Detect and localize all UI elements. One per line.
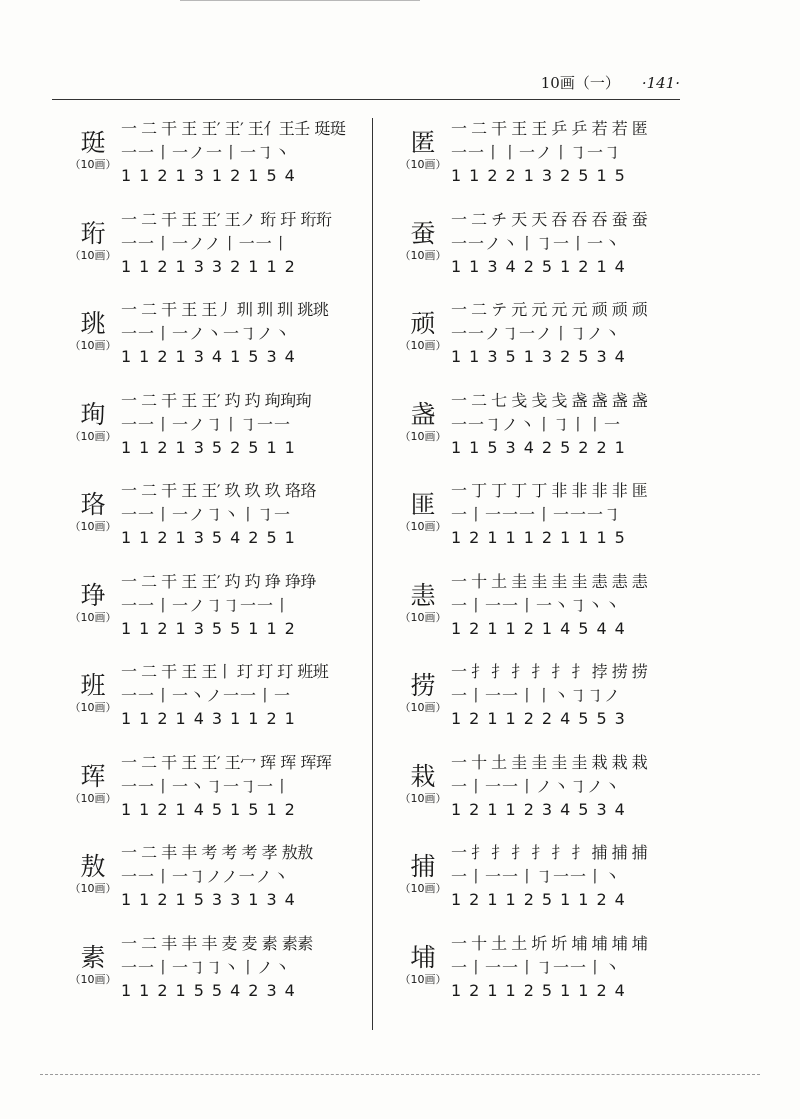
stroke-numbers: 1121354251	[121, 528, 303, 547]
stroke-shapes: 一丨一一丨丨丶㇆㇆ノ	[451, 686, 622, 705]
stroke-numbers: 1211224553	[451, 709, 633, 728]
stroke-count-label: （10画）	[399, 248, 447, 262]
character-block	[65, 762, 121, 806]
character: 盏	[410, 399, 436, 429]
character-entry	[65, 289, 365, 380]
stroke-shapes: 一一丨丨一ノ丨㇆一㇆	[451, 143, 622, 162]
stroke-progression: 一 二 干 王 王′ 玓 玓 珣珣珣	[121, 390, 312, 410]
stroke-shapes: 一一丨一丶㇆一㇆一丨	[121, 776, 292, 796]
character-entry	[395, 199, 695, 290]
stroke-count-label: （10画）	[69, 972, 117, 986]
stroke-numbers: 1211214544	[451, 618, 633, 638]
character-entry	[395, 923, 695, 1014]
section-title: 10画（一）	[540, 74, 620, 92]
character-block	[65, 581, 121, 625]
stroke-numbers: 1121355112	[121, 618, 303, 638]
character: 捕	[410, 852, 436, 881]
character: 捞	[410, 671, 436, 700]
stroke-numbers: 1121312154	[121, 166, 303, 185]
stroke-count-label: （10画）	[399, 158, 447, 171]
stroke-count-label: （10画）	[69, 158, 117, 171]
stroke-progression: 一 二 干 王 王′ 王′ 王亻王壬 珽珽	[121, 119, 346, 138]
stroke-shapes: 一一丨一丶ノ一一丨一	[121, 686, 292, 705]
stroke-count-label: （10画）	[69, 610, 117, 624]
character-entry	[65, 199, 365, 290]
header-rule	[52, 99, 680, 100]
character: 敖	[80, 852, 106, 881]
character-entry	[395, 289, 695, 380]
stroke-progression: 一 二 干 王 王丿 玔 玔 玔 珧珧	[121, 300, 329, 319]
stroke-count-label: （10画）	[69, 882, 117, 895]
stroke-numbers: 1153425221	[451, 437, 633, 457]
stroke-shapes: 一一丨一㇆ノノ一ノ丶	[121, 867, 290, 886]
stroke-count-label: （10画）	[399, 882, 447, 895]
stroke-progression: 一 二 テ 元 元 元 元 顽 顽 顽	[451, 300, 648, 319]
character: 匪	[410, 490, 436, 519]
character-block	[395, 490, 451, 534]
stroke-count-label: （10画）	[69, 429, 117, 443]
character-block	[65, 671, 121, 715]
character-entry	[395, 470, 695, 561]
stroke-shapes: 一一丨一㇆㇆丶丨ノ丶	[121, 957, 292, 977]
character-entry	[395, 380, 695, 471]
character: 恚	[410, 580, 436, 610]
character: 匿	[410, 128, 436, 157]
character: 珞	[80, 490, 106, 519]
stroke-numbers: 1122132515	[451, 166, 633, 185]
stroke-shapes: 一丨一一丨ノ丶㇆ノ丶	[451, 776, 622, 796]
character-entry	[65, 108, 365, 199]
stroke-progression: 一 丁 丁 丁 丁 非 非 非 非 匪	[451, 481, 648, 500]
character-entry	[395, 742, 695, 833]
stroke-count-label: （10画）	[69, 339, 117, 352]
stroke-progression: 一 二 干 王 王′ 玖 玖 玖 珞珞	[121, 481, 316, 500]
stroke-shapes: 一一丨一ノノ丨一一丨	[121, 233, 290, 253]
stroke-count-label: （10画）	[399, 429, 447, 443]
character-entry	[395, 561, 695, 652]
stroke-shapes: 一一丨一ノ丶一㇆ノ丶	[121, 324, 292, 343]
stroke-shapes: 一丨一一丨㇆一一丨丶	[451, 957, 622, 977]
stroke-progression: 一 扌 扌 扌 扌 扌 扌 挬 捞 捞	[451, 662, 648, 681]
stroke-progression: 一 二 干 王 王′ 王ノ 珩 玗 珩珩	[121, 209, 332, 229]
stroke-shapes: 一一丨一ノ㇆㇆一一丨	[121, 595, 292, 615]
character: 蚕	[410, 218, 436, 248]
stroke-progression: 一 二 干 王 王′ 王冖 珲 珲 珲珲	[121, 752, 332, 772]
stroke-progression: 一 二 七 戋 戋 戋 盏 盏 盏 盏	[451, 390, 648, 410]
stroke-numbers: 1121431121	[121, 709, 303, 728]
character-entry	[65, 923, 365, 1014]
character: 珽	[80, 128, 106, 157]
stroke-count-label: （10画）	[69, 791, 117, 805]
stroke-progression: 一 扌 扌 扌 扌 扌 扌 捕 捕 捕	[451, 843, 648, 862]
character-block	[65, 852, 121, 896]
stroke-numbers: 1121341534	[121, 347, 303, 366]
stroke-progression: 一 十 土 圭 圭 圭 圭 栽 栽 栽	[451, 752, 648, 772]
left-column	[65, 108, 365, 1013]
character: 琤	[80, 580, 106, 610]
character-block	[395, 762, 451, 806]
character-entry	[65, 561, 365, 652]
character: 顽	[410, 309, 436, 338]
stroke-numbers: 1121352511	[121, 437, 303, 457]
character-block	[65, 490, 121, 534]
character: 班	[80, 671, 106, 700]
character-block	[65, 219, 121, 263]
stroke-count-label: （10画）	[399, 610, 447, 624]
page-number: ·141·	[641, 74, 680, 92]
stroke-shapes: 一一㇆ノ丶丨㇆丨丨一	[451, 414, 622, 434]
page-header	[541, 72, 680, 92]
stroke-numbers: 1211251124	[451, 980, 633, 1000]
stroke-numbers: 1121451512	[121, 799, 303, 819]
stroke-progression: 一 十 土 土 圻 圻 埔 埔 埔 埔	[451, 933, 648, 953]
character-block	[395, 943, 451, 987]
scan-edge-line	[180, 0, 420, 1]
stroke-count-label: （10画）	[399, 701, 447, 714]
character: 珣	[80, 399, 106, 429]
character-block	[65, 943, 121, 987]
character-entry	[65, 470, 365, 561]
character-entry	[65, 380, 365, 471]
stroke-count-label: （10画）	[399, 972, 447, 986]
stroke-shapes: 一一ノ㇆一ノ丨㇆ノ丶	[451, 324, 622, 343]
character-block	[395, 219, 451, 263]
character: 珩	[80, 218, 106, 248]
character-block	[395, 852, 451, 896]
stroke-numbers: 1211234534	[451, 799, 633, 819]
character-block	[395, 671, 451, 715]
character-entry	[65, 742, 365, 833]
footer-rule	[40, 1074, 760, 1075]
stroke-numbers: 1211251124	[451, 890, 633, 909]
character-entry	[395, 651, 695, 742]
stroke-count-label: （10画）	[69, 248, 117, 262]
character: 埔	[410, 942, 436, 972]
character: 珧	[80, 309, 106, 338]
stroke-shapes: 一丨一一丨一丶㇆丶丶	[451, 595, 622, 615]
stroke-numbers: 1135132534	[451, 347, 633, 366]
stroke-shapes: 一一丨一ノ一丨一㇆丶	[121, 143, 292, 162]
stroke-shapes: 一丨一一一丨一一一㇆	[451, 505, 622, 524]
character-block	[65, 309, 121, 353]
stroke-progression: 一 二 干 王 王′ 玓 玓 琤 琤琤	[121, 571, 316, 591]
character-block	[395, 309, 451, 353]
right-column	[395, 108, 695, 1013]
stroke-progression: 一 二 干 王 王 乒 乒 若 若 匿	[451, 119, 648, 138]
stroke-count-label: （10画）	[399, 520, 447, 533]
stroke-count-label: （10画）	[399, 791, 447, 805]
stroke-count-label: （10画）	[69, 520, 117, 533]
character-block	[65, 128, 121, 172]
stroke-progression: 一 十 土 圭 圭 圭 圭 恚 恚 恚	[451, 571, 648, 591]
stroke-numbers: 1121554234	[121, 980, 303, 1000]
stroke-numbers: 1134251214	[451, 256, 633, 276]
stroke-count-label: （10画）	[69, 701, 117, 714]
character-block	[395, 128, 451, 172]
character-block	[395, 581, 451, 625]
stroke-progression: 一 二 チ 天 天 吞 吞 吞 蚕 蚕	[451, 209, 648, 229]
character-block	[395, 400, 451, 444]
character-entry	[395, 832, 695, 923]
character-entry	[65, 832, 365, 923]
stroke-numbers: 1121332112	[121, 256, 303, 276]
stroke-progression: 一 二 干 王 王丨 玎 玎 玎 班班	[121, 662, 329, 681]
character: 珲	[80, 761, 106, 791]
stroke-numbers: 1121533134	[121, 890, 303, 909]
character-block	[65, 400, 121, 444]
character: 栽	[410, 761, 436, 791]
stroke-numbers: 1211121115	[451, 528, 633, 547]
character-entry	[395, 108, 695, 199]
stroke-shapes: 一一丨一ノ㇆丶丨㇆一	[121, 505, 292, 524]
stroke-shapes: 一丨一一丨㇆一一丨丶	[451, 867, 622, 886]
stroke-shapes: 一一ノ丶丨㇆一丨一丶	[451, 233, 622, 253]
character: 素	[80, 942, 106, 972]
stroke-shapes: 一一丨一ノ㇆丨㇆一一	[121, 414, 292, 434]
stroke-count-label: （10画）	[399, 339, 447, 352]
stroke-progression: 一 二 丰 丰 考 考 考 孝 敖敖	[121, 843, 313, 862]
character-entry	[65, 651, 365, 742]
stroke-progression: 一 二 丰 丰 丰 麦 麦 素 素素	[121, 933, 313, 953]
